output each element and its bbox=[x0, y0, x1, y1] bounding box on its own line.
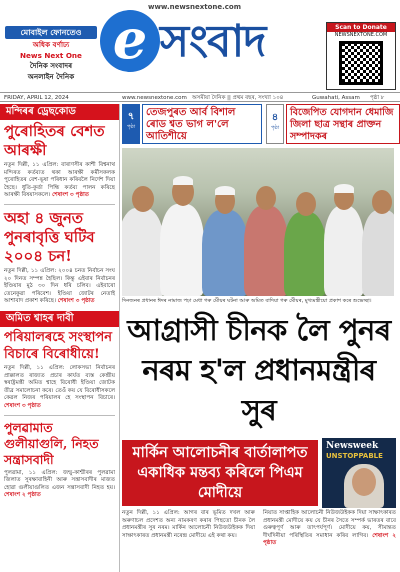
person-figure bbox=[160, 204, 204, 296]
story-title[interactable]: অহা ৪ জুনত পুনৰাবৃত্তি ঘটিব ২০০৪ চন! bbox=[4, 208, 95, 265]
magazine-subtitle: UNSTOPPABLE bbox=[326, 452, 383, 460]
cap bbox=[334, 184, 354, 193]
story-body bbox=[0, 160, 119, 202]
continued-link[interactable]: শেষাংশ ৩ পৃষ্ঠাত bbox=[4, 402, 41, 409]
teaser-headline[interactable]: তেজপুৰত আৰ্ব বিশাল ৰোড শ্বত ভাগ ল'লে আতিশীয়ে bbox=[142, 104, 262, 144]
teaser-page-badge bbox=[122, 104, 140, 144]
teaser-page-number: ৭ bbox=[127, 111, 135, 122]
story-text: নিয়াত সাপ্তাহিক আলোচনী নিউজউইকক দিয়া সাক্ষাৎকাৰত প্ৰধানমন্ত্ৰী মোদীয়ে কয় যে চীনৰ সৈতে সম্পৰ্ক ভাৰতৰ বাবে গুৰুত্বপূৰ্ণ আৰু তাৎপৰ্যপূৰ্ণ। মোদীয়ে কয়, সীমান্তত দীৰ্ঘদিনীয়া পৰিস্থিতিৰ সমাধান কৰিব লাগিব। bbox=[263, 510, 396, 539]
person-figure bbox=[244, 206, 288, 296]
date: FRIDAY, APRIL 12, 2024 bbox=[4, 95, 69, 101]
teaser-page-label: পৃষ্ঠা bbox=[270, 125, 280, 131]
story-title[interactable]: পৰিয়ালৰহে সংস্থাপন বিচাৰে বিৰোধীয়ে! bbox=[4, 329, 113, 362]
teaser-strip bbox=[122, 104, 400, 146]
story-text: পুলৱামা, ১১ এপ্ৰিল: জন্মু-কাশ্মীৰৰ পুলৱামা জিলাত সুৰক্ষাবাহিনী আৰু সন্ত্ৰাসবাদীৰ মাজত হোৱা গুলীয়াগুলিত এজন সন্ত্ৰাসবাদী নিহত হয়। bbox=[4, 469, 115, 491]
person-head bbox=[296, 192, 316, 216]
person-head bbox=[372, 190, 392, 214]
story-body bbox=[0, 468, 119, 502]
magazine-name: Newsweek bbox=[326, 441, 379, 451]
divider bbox=[4, 204, 115, 205]
continued-link[interactable]: শেষাংশ ৩ পৃষ্ঠাত bbox=[57, 298, 95, 305]
promo-box bbox=[5, 40, 97, 82]
person-figure bbox=[122, 208, 164, 296]
cap bbox=[215, 186, 235, 195]
person-figure bbox=[202, 210, 248, 296]
divider bbox=[4, 415, 115, 416]
dateline-site: www.newsnextone.com bbox=[122, 95, 187, 101]
continued-link[interactable]: শেষাংশ ৩ পৃষ্ঠাত bbox=[52, 192, 89, 199]
promo-line: News Next One bbox=[20, 50, 82, 60]
prayer-photo bbox=[122, 148, 394, 296]
cap bbox=[173, 176, 193, 185]
promo-line: দৈনিক সংবাদৰ bbox=[29, 61, 73, 70]
dateline bbox=[0, 92, 400, 102]
scan-url: NEWSNEXTONE.COM bbox=[334, 32, 388, 38]
place: Guwahati, Assam bbox=[312, 95, 360, 101]
photo-caption: দিনজনৰ প্ৰধানৰ ঈদৰ নামাজ পঢ়া মেধা গৰু মেীয়ৰ ঘটনা আৰু অমিত বাদিয়া গৰু মেীয়ৰ, মুখ্যমন্ত্ৰীয়ো প্ৰকাশ কৰে শুভেচ্ছা। bbox=[122, 298, 372, 304]
person-head bbox=[132, 186, 154, 212]
continued-link[interactable]: শেষাংশ ২ পৃষ্ঠাত bbox=[4, 492, 41, 499]
story-title[interactable]: পুলৱামাত গুলীয়াগুলি, নিহত সন্ত্ৰাসবাদী bbox=[4, 419, 99, 467]
story-body bbox=[0, 363, 119, 413]
masthead bbox=[0, 0, 400, 92]
body-column: নতুন দিল্লী, ১১ এপ্ৰিল: আগৰ বাৰ ভূমিত দখল আৰু অৰুণাচল প্ৰদেশত অন্য নামকৰণ কৰাৰ পিছতো চীনক লৈ প্ৰধানমন্ত্ৰীৰ সুৰ নৰম। মাৰ্কিন আলোচনী নিউজউইকক দিয়া সাক্ষাৎকাৰত প্ৰধানমন্ত্ৰী নৰেন্দ্ৰ মোদীয়ে এই কথা কয়। bbox=[122, 510, 255, 539]
teaser-page-number: ৪ bbox=[271, 112, 279, 123]
logo-text: সংবাদ bbox=[160, 16, 266, 67]
continued-link[interactable]: শেষাংশ ২ পৃষ্ঠাত bbox=[263, 532, 396, 546]
person-figure bbox=[324, 206, 364, 296]
scan-title: Scan to Donate bbox=[327, 23, 395, 32]
edition: অসমীয়া দৈনিক || প্ৰথম বছৰ, সংখ্যা ১০৪ bbox=[192, 95, 284, 101]
promo-line: অনলাইন দৈনিক bbox=[27, 71, 75, 81]
person-figure bbox=[284, 212, 326, 296]
donate-qr-box[interactable] bbox=[326, 22, 396, 90]
teaser-page-badge bbox=[266, 104, 284, 144]
teaser-page-label: পৃষ্ঠা bbox=[126, 124, 136, 130]
sub-headline-box[interactable]: মাৰ্কিন আলোচনীৰ বাৰ্তালাপত একাধিক মন্তব্য কৰিলে পিএম মোদীয়ে bbox=[122, 440, 318, 506]
teaser-headline[interactable]: বিজেপিত যোগদান ধেমাজি জিলা ছাত্ৰ সন্থাৰ প্ৰাক্তন সম্পাদকৰ bbox=[286, 104, 400, 144]
story-text: নতুন দিল্লী, ১১ এপ্ৰিল: লোকসভা নিৰ্বাচনৰ প্ৰাক্কালত ৰাজ্যত প্ৰচাৰ কাৰ্যত ব্যস্ত কেন্দ্ৰীয় স্বৰাষ্ট্ৰমন্ত্ৰী অমিত শ্বাহে বিৰোধী ইণ্ডিয়া জোটক তীব্ৰ সমালোচনা কৰে। তেওঁ কয় যে বিৰোধীসকলে কেৱল নিজৰ পৰিয়ালৰ হে সংস্থাপন বিচাৰে। bbox=[4, 364, 115, 402]
body-column bbox=[263, 510, 396, 548]
promo-line: অধিক বৰ্ণাঢ্য bbox=[32, 40, 70, 49]
site-url[interactable]: www.newsnextone.com bbox=[148, 3, 242, 11]
qr-code-icon bbox=[339, 41, 383, 85]
logo-e-icon: e bbox=[100, 10, 160, 72]
story-text: নতুন দিল্লী, ১১ এপ্ৰিল: ২০০৪ চনত নিৰ্বাচন সংঘ ২০ দিনত সম্পন্ন হৈছিল। কিন্তু এইবাৰ নিৰ্বাচনৰ ইণ্ডিয়াৰ মুঠ ৩০ দিন ধৰি চলিব। এইবাৰো তেনেকুৱা পৰিবেশ। ইণ্ডিয়া জোটৰ নেতাই আশাবাদ প্ৰকাশ কৰিছে। bbox=[4, 267, 115, 305]
mobile-tag: মোবাইল ফোনতেও bbox=[5, 26, 97, 39]
person-head bbox=[256, 186, 276, 210]
cover-face bbox=[352, 468, 376, 496]
pages: পৃষ্ঠা ৮ bbox=[370, 95, 385, 101]
story-title[interactable]: পুৰোহিতৰ বেশত আৰক্ষী bbox=[4, 122, 105, 159]
story-body bbox=[0, 266, 119, 308]
person-figure bbox=[362, 210, 394, 296]
magazine-cover bbox=[322, 438, 396, 508]
main-headline[interactable]: আগ্ৰাসী চীনক লৈ পুনৰ নৰম হ'ল প্ৰধানমন্ত্ৰীৰ সুৰ bbox=[127, 313, 391, 427]
left-column bbox=[0, 104, 120, 572]
story-text: নতুন দিল্লী, ১১ এপ্ৰিল: বাৰাণসীৰ কাশী বিশ্বনাথ মন্দিৰত কৰ্তব্যত থকা আৰক্ষী কৰ্মীসকলক পুৰোহিতৰ বেশ-ভূষা পৰিধান কৰিবলৈ নিৰ্দেশ দিয়া হৈছে। ধুতি-কুৰ্তা পিন্ধি কৰ্তব্য পালন কৰিছে আৰক্ষী বিষয়াসকলে। bbox=[4, 162, 115, 199]
section-label: মন্দিৰৰ ড্ৰেছকোড bbox=[0, 104, 119, 120]
section-label: অমিত শ্বাহৰ দাবী bbox=[0, 311, 119, 327]
